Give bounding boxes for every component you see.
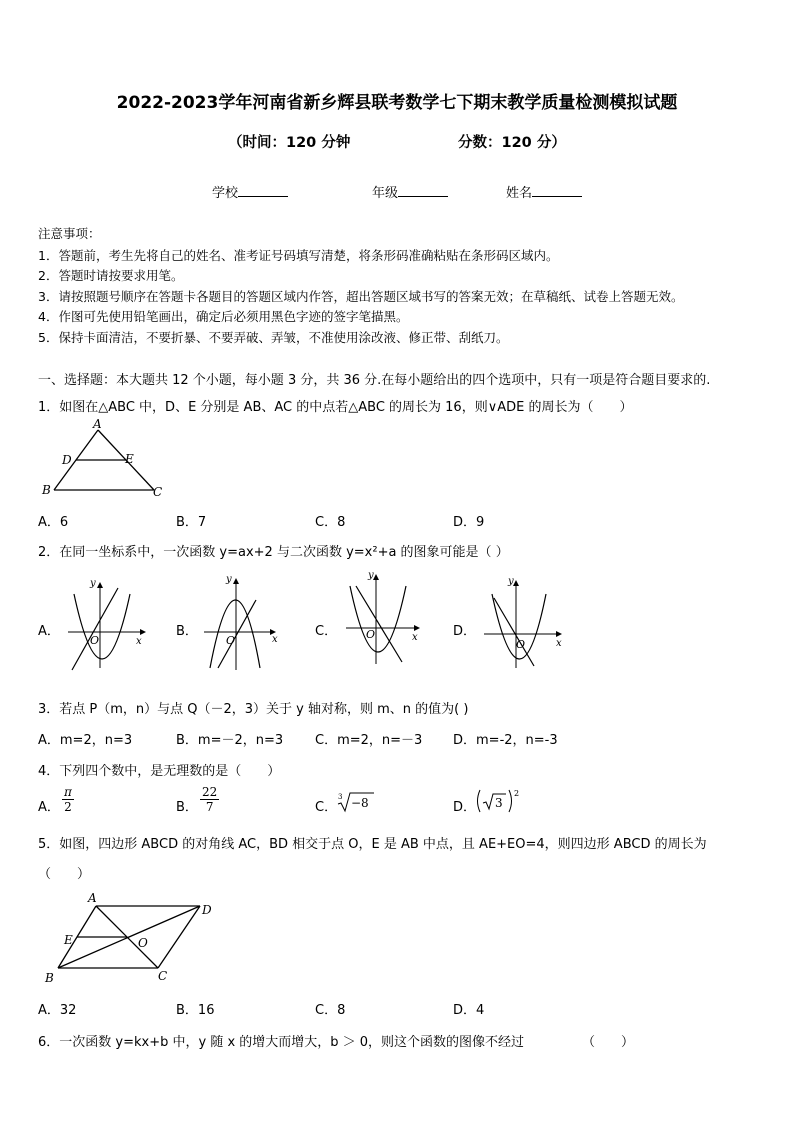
vertex-a-label: A (88, 891, 97, 905)
school-field[interactable] (212, 182, 288, 201)
vertex-d-label: D (62, 453, 72, 467)
q4-option-c-cube-root[interactable] (336, 790, 376, 814)
exam-time: （时间：120 分钟 (228, 135, 351, 151)
question-5-paren: （ ） (38, 867, 91, 882)
question-5-text: 5．如图，四边形 ABCD 的对角线 AC，BD 相交于点 O，E 是 AB 中点，且 AE+EO=4，则四边形 ABCD 的周长为 (38, 837, 707, 852)
q3-option-a[interactable]: A．m=2，n=3 (38, 733, 133, 748)
school-blank[interactable] (238, 184, 288, 197)
radicand: −8 (351, 796, 369, 810)
q4-option-b-fraction[interactable] (200, 785, 219, 814)
grade-blank[interactable] (398, 184, 448, 197)
origin-label: O (226, 634, 236, 647)
origin-label: O (516, 638, 526, 651)
point-e-label: E (64, 933, 73, 947)
q4-option-d-label[interactable]: D． (453, 800, 477, 815)
q1-option-c[interactable]: C．8 (315, 515, 346, 530)
q2-option-d-label[interactable]: D． (453, 624, 477, 639)
q5-option-c[interactable]: C．8 (315, 1003, 346, 1018)
notes-heading: 注意事项： (38, 226, 101, 241)
note-item: 2．答题时请按要求用笔。 (38, 268, 184, 283)
axis-x-label: x (136, 636, 142, 647)
fraction-denominator: 2 (64, 800, 72, 814)
q1-option-a[interactable]: A．6 (38, 515, 69, 530)
q2-graph-d[interactable] (478, 574, 570, 674)
vertex-d-label: D (202, 903, 212, 917)
school-label: 学校 (212, 186, 239, 201)
question-2-text: 2．在同一坐标系中，一次函数 y=ax+2 与二次函数 y=x²+a 的图象可能是（ ） (38, 545, 509, 560)
vertex-e-label: E (125, 452, 134, 466)
point-o-label: O (138, 936, 148, 950)
axis-x-label: x (272, 634, 278, 645)
axis-x-label: x (412, 632, 418, 643)
note-item: 1．答题前，考生先将自己的姓名、准考证号码填写清楚，将条形码准确粘贴在条形码区域内。 (38, 248, 559, 263)
section-heading: 一、选择题：本大题共 12 个小题，每小题 3 分，共 36 分.在每小题给出的四个选项中，只有一项是符合题目要求的. (38, 373, 711, 388)
name-field[interactable] (506, 182, 582, 201)
q4-option-c-label[interactable]: C． (315, 800, 338, 815)
axis-x-label: x (556, 638, 562, 649)
q4-option-a-label[interactable]: A． (38, 800, 60, 815)
q4-option-d-sqrt-squared[interactable] (474, 786, 524, 816)
question-1-text: 1．如图在△ABC 中，D、E 分别是 AB、AC 的中点若△ABC 的周长为 16，则∨ADE 的周长为（ ） (38, 400, 633, 415)
fraction-denominator: 7 (205, 800, 214, 814)
question-6-text: 6．一次函数 y=kx+b 中，y 随 x 的增大而增大，b ＞ 0，则这个函数的图像不经过 (38, 1035, 525, 1050)
note-item: 4．作图可先使用铅笔画出，确定后必须用黑色字迹的签字笔描黑。 (38, 309, 409, 324)
vertex-c-label: C (153, 485, 163, 499)
note-item: 3．请按照题号顺序在答题卡各题目的答题区域内作答，超出答题区域书写的答案无效；在草稿纸、试卷上答题无效。 (38, 289, 684, 304)
name-blank[interactable] (532, 184, 582, 197)
exam-title: 2022-2023学年河南省新乡辉县联考数学七下期末教学质量检测模拟试题 (116, 93, 678, 113)
quadrilateral-abcd-figure (40, 888, 230, 988)
q2-graph-b[interactable] (198, 572, 288, 674)
q2-option-c-label[interactable]: C． (315, 624, 338, 639)
q3-option-d[interactable]: D．m=-2，n=-3 (453, 733, 558, 748)
q3-option-b[interactable]: B．m=－2，n=3 (176, 733, 284, 748)
origin-label: O (90, 634, 100, 647)
vertex-a-label: A (93, 418, 102, 431)
q2-option-a-label[interactable]: A． (38, 624, 60, 639)
q4-option-b-label[interactable]: B． (176, 800, 198, 815)
q2-option-b-label[interactable]: B． (176, 624, 198, 639)
vertex-b-label: B (42, 483, 51, 497)
radicand: 3 (495, 796, 503, 810)
axis-y-label: y (226, 574, 232, 585)
axis-y-label: y (508, 576, 514, 587)
q5-option-a[interactable]: A．32 (38, 1003, 77, 1018)
q2-graph-a[interactable] (60, 574, 150, 674)
triangle-abc-figure (36, 418, 176, 502)
fraction-numerator: 22 (202, 785, 218, 799)
axis-y-label: y (90, 578, 96, 589)
q2-graph-c[interactable] (340, 568, 430, 670)
q4-option-a-fraction[interactable] (62, 785, 74, 814)
question-3-text: 3．若点 P（m，n）与点 Q（－2，3）关于 y 轴对称，则 m、n 的值为( ) (38, 702, 469, 717)
question-4-text: 4．下列四个数中，是无理数的是（ ） (38, 764, 281, 779)
q5-option-d[interactable]: D．4 (453, 1003, 485, 1018)
origin-label: O (366, 628, 376, 641)
axis-y-label: y (368, 570, 374, 581)
q5-option-b[interactable]: B．16 (176, 1003, 215, 1018)
q1-option-b[interactable]: B．7 (176, 515, 207, 530)
grade-label: 年级 (372, 186, 399, 201)
exam-score: 分数：120 分） (458, 135, 566, 151)
exponent: 2 (514, 789, 520, 798)
note-item: 5．保持卡面清洁，不要折暴、不要弄破、弄皱，不准使用涂改液、修正带、刮纸刀。 (38, 330, 509, 345)
question-6-paren: （ ） (582, 1035, 635, 1050)
q3-option-c[interactable]: C．m=2，n=－3 (315, 733, 423, 748)
name-label: 姓名 (506, 186, 533, 201)
q1-option-d[interactable]: D．9 (453, 515, 485, 530)
fraction-numerator: π (64, 785, 72, 799)
root-index: 3 (338, 793, 343, 801)
grade-field[interactable] (372, 182, 448, 201)
vertex-c-label: C (158, 969, 168, 983)
vertex-b-label: B (45, 971, 54, 985)
